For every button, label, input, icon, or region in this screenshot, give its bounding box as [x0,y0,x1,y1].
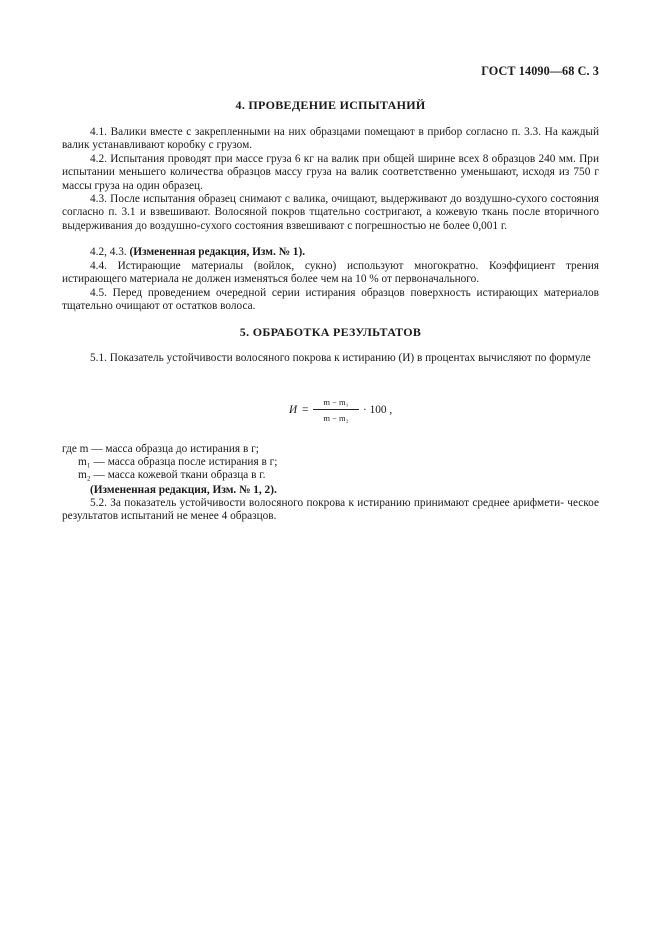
where-row-m [62,443,259,456]
section-5-title: 5. ОБРАБОТКА РЕЗУЛЬТАТОВ [239,325,422,339]
paragraph-4-1: 4.1. Валики вместе с закрепленными на них образцами помещают в прибор согласно п. 3.3. На каждый валик устанавливают коробку с грузом. [62,126,599,152]
amendment-note-1-prefix: 4.2, 4.3. [90,246,130,258]
where-text: масса кожевой ткани образца в г. [107,469,266,481]
paragraph-4-5: 4.5. Перед проведением очередной серии истирания образцов поверхность истирающих материалов тщательно очищают от остатков волоса. [62,287,599,313]
formula [289,395,429,431]
formula-equals: = [302,404,309,416]
where-row-m1 [78,456,277,469]
where-symbol: m₁ — [78,456,105,468]
amendment-note-2-text: (Измененная редакция, Изм. № 1, 2). [90,484,277,496]
section-4-title: 4. ПРОВЕДЕНИЕ ИСПЫТАНИЙ [235,98,426,112]
fraction-bar [313,409,359,410]
paragraph-5-2: 5.2. За показатель устойчивости волосяного покрова к истиранию принимают среднее арифмети- ческое результатов испытаний не менее 4 образцов. [62,497,599,523]
page-header: ГОСТ 14090—68 С. 3 [481,64,599,78]
amendment-note-2 [90,484,590,497]
paragraph-4-4: 4.4. Истирающие материалы (войлок, сукно) используют многократно. Коэффициент трения истирающего материала не должен изменяться более чем на 10 % от первоначального. [62,260,599,286]
where-text: масса образца после истирания в г; [107,456,278,468]
where-text: масса образца до истирания в г; [105,443,259,455]
amendment-note-1 [62,246,599,259]
paragraph-4-3: 4.3. После испытания образец снимают с валика, очищают, выдерживают до воздушно-сухого состояния согласно п. 3.1 и взвешивают. Волосяной покров тщательно состригают, а кожевую ткань после вторичного выдерживания до воздушно-сухого состояния взвешивают с погрешностью не более 0,001 г. [62,193,599,232]
amendment-note-1-text: (Измененная редакция, Изм. № 1). [129,246,306,258]
where-symbol: где m — [62,443,103,455]
formula-denominator: m − m₂ [323,413,349,423]
paragraph-5-1: 5.1. Показатель устойчивости волосяного покрова к истиранию (И) в процентах вычисляют по формуле [90,352,591,364]
where-symbol: m₂ — [78,469,105,481]
formula-lhs: И [289,404,298,416]
where-row-m2 [78,469,265,482]
paragraph-4-2: 4.2. Испытания проводят при массе груза 6 кг на валик при общей ширине всех 8 образцов 240 мм. При испытании меньшего количества образцов массу груза на валик соответственно уменьшают, исходя из 750 г массы груза на один образец. [62,153,599,192]
formula-numerator: m − m₁ [323,397,349,407]
formula-rhs: · 100 , [363,404,393,416]
